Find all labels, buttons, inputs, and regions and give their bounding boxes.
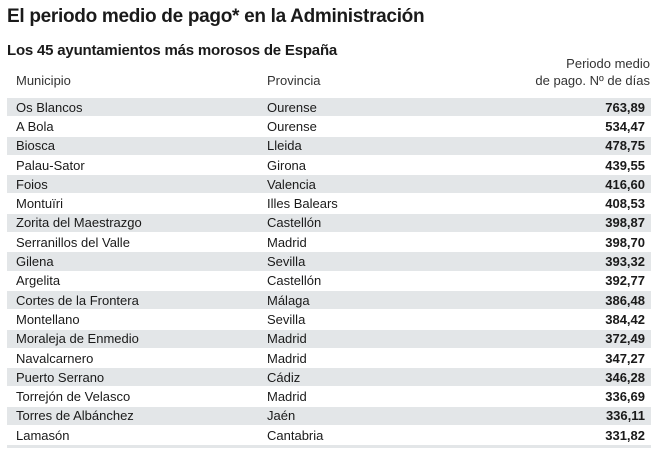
cell-provincia: Illes Balears bbox=[267, 196, 338, 212]
cell-periodo: 384,42 bbox=[605, 311, 645, 327]
table-row bbox=[7, 387, 651, 406]
cell-municipio: Serranillos del Valle bbox=[16, 234, 130, 250]
cell-periodo: 478,75 bbox=[605, 138, 645, 154]
cell-municipio: Biosca bbox=[16, 138, 56, 154]
column-header-provincia: Provincia bbox=[267, 73, 321, 88]
cell-periodo: 386,48 bbox=[605, 292, 645, 308]
table-row bbox=[7, 137, 651, 156]
cell-municipio: Torres de Albánchez bbox=[16, 408, 134, 424]
cell-periodo: 336,11 bbox=[605, 408, 645, 424]
table-row bbox=[7, 194, 651, 213]
cell-provincia: Madrid bbox=[267, 234, 307, 250]
table-bottom-divider bbox=[7, 445, 651, 448]
cell-provincia: Jaén bbox=[267, 408, 296, 424]
cell-periodo: 372,49 bbox=[605, 331, 645, 347]
table-subtitle: Los 45 ayuntamientos más morosos de España bbox=[7, 42, 338, 59]
cell-periodo: 408,53 bbox=[605, 196, 645, 212]
cell-municipio: Foios bbox=[16, 176, 48, 192]
cell-provincia: Valencia bbox=[267, 176, 316, 192]
cell-periodo: 346,28 bbox=[605, 369, 645, 385]
cell-provincia: Lleida bbox=[267, 138, 302, 154]
cell-provincia: Girona bbox=[267, 157, 307, 173]
table-row bbox=[7, 214, 651, 233]
table-row bbox=[7, 407, 651, 426]
cell-municipio: Palau-Sator bbox=[16, 157, 85, 173]
column-header-municipio: Municipio bbox=[16, 73, 71, 88]
cell-municipio: Montuïri bbox=[16, 196, 63, 212]
column-header-periodo-line2: de pago. Nº de días bbox=[535, 73, 650, 88]
table-row bbox=[7, 310, 651, 329]
cell-periodo: 439,55 bbox=[605, 157, 645, 173]
table-row bbox=[7, 272, 651, 291]
table-row bbox=[7, 426, 651, 445]
table-row bbox=[7, 98, 651, 117]
cell-periodo: 392,77 bbox=[605, 273, 645, 289]
cell-periodo: 398,70 bbox=[605, 234, 645, 250]
table-row bbox=[7, 175, 651, 194]
cell-municipio: Zorita del Maestrazgo bbox=[16, 215, 142, 231]
cell-provincia: Castellón bbox=[267, 273, 322, 289]
cell-provincia: Ourense bbox=[267, 99, 317, 115]
cell-municipio: Navalcarnero bbox=[16, 350, 94, 366]
cell-municipio: Puerto Serrano bbox=[16, 369, 105, 385]
cell-municipio: Gilena bbox=[16, 254, 54, 270]
cell-periodo: 336,69 bbox=[605, 389, 645, 405]
table-row bbox=[7, 291, 651, 310]
cell-municipio: Torrejón de Velasco bbox=[16, 389, 131, 405]
column-header-periodo-line1: Periodo medio bbox=[566, 56, 650, 71]
cell-municipio: A Bola bbox=[16, 118, 54, 134]
table-row bbox=[7, 252, 651, 271]
table-row bbox=[7, 349, 651, 368]
cell-municipio: Cortes de la Frontera bbox=[16, 292, 139, 308]
cell-provincia: Castellón bbox=[267, 215, 322, 231]
cell-municipio: Lamasón bbox=[16, 427, 70, 443]
table-row bbox=[7, 330, 651, 349]
cell-provincia: Madrid bbox=[267, 331, 307, 347]
cell-municipio: Montellano bbox=[16, 311, 80, 327]
cell-provincia: Cádiz bbox=[267, 369, 301, 385]
table-row bbox=[7, 368, 651, 387]
page-title: El periodo medio de pago* en la Administración bbox=[7, 6, 425, 27]
cell-periodo: 393,32 bbox=[605, 254, 645, 270]
cell-periodo: 763,89 bbox=[605, 99, 645, 115]
table-body bbox=[7, 98, 651, 445]
cell-provincia: Sevilla bbox=[267, 254, 306, 270]
table-row bbox=[7, 156, 651, 175]
cell-provincia: Madrid bbox=[267, 350, 307, 366]
cell-periodo: 398,87 bbox=[605, 215, 645, 231]
cell-municipio: Argelita bbox=[16, 273, 61, 289]
cell-provincia: Madrid bbox=[267, 389, 307, 405]
cell-periodo: 347,27 bbox=[605, 350, 645, 366]
table-row bbox=[7, 233, 651, 252]
cell-periodo: 534,47 bbox=[605, 118, 645, 134]
table-row bbox=[7, 117, 651, 136]
cell-periodo: 331,82 bbox=[605, 427, 645, 443]
cell-provincia: Málaga bbox=[267, 292, 310, 308]
cell-provincia: Cantabria bbox=[267, 427, 324, 443]
column-header-periodo bbox=[535, 55, 650, 89]
cell-provincia: Sevilla bbox=[267, 311, 306, 327]
cell-municipio: Os Blancos bbox=[16, 99, 83, 115]
cell-municipio: Moraleja de Enmedio bbox=[16, 331, 139, 347]
cell-periodo: 416,60 bbox=[605, 176, 645, 192]
cell-provincia: Ourense bbox=[267, 118, 317, 134]
